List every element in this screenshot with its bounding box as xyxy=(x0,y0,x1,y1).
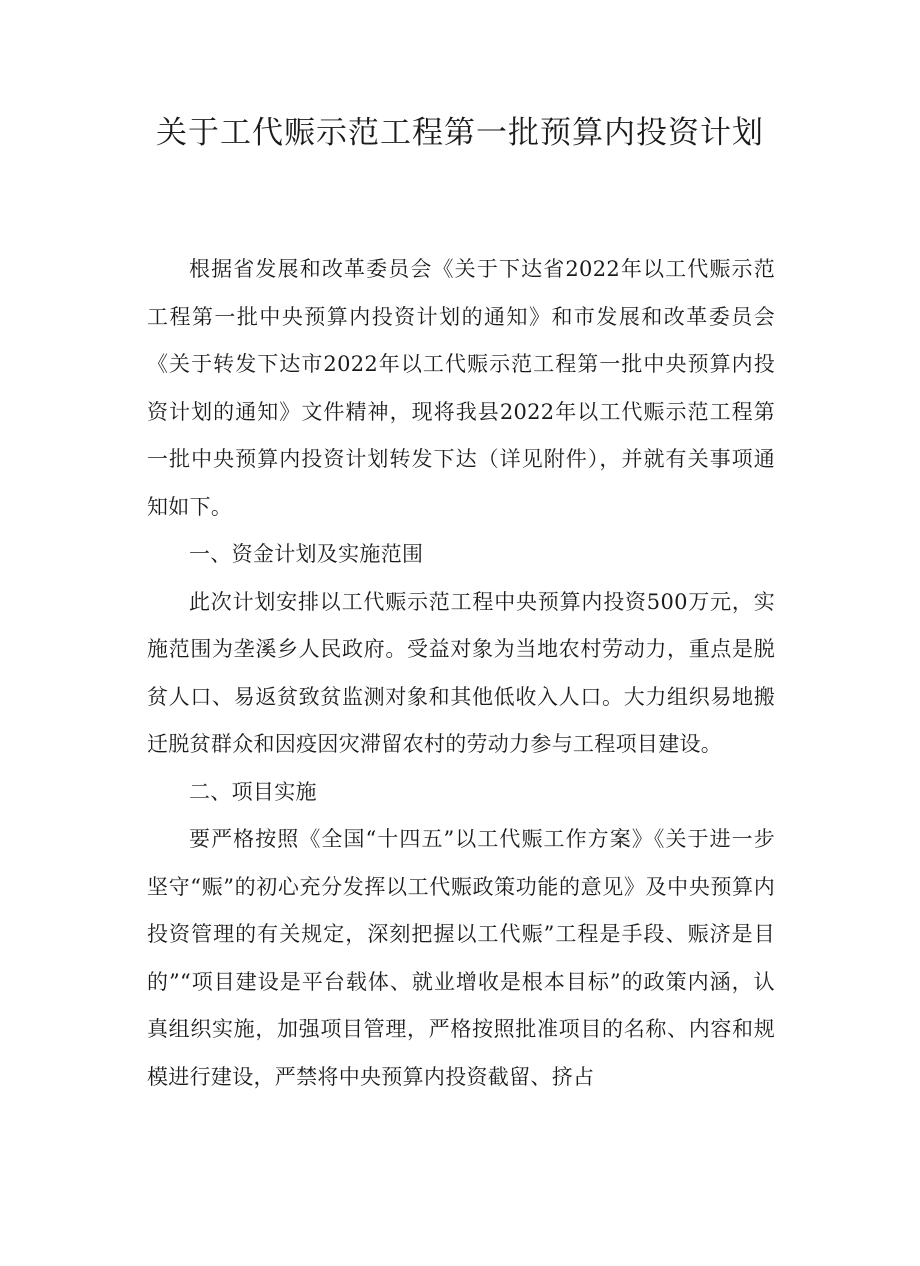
section-heading-funding: 一、资金计划及实施范围 xyxy=(189,542,424,566)
body-paragraph-intro: 根据省发展和改革委员会《关于下达省2022年以工代赈示范工程第一批中央预算内投资计划的通知》和市发展和改革委员会《关于转发下达市2022年以工代赈示范工程第一批中央预算内投资计划的通知》文件精神，现将我县2022年以工代赈示范工程第一批中央预算内投资计划转发下达（详见附件），并就有关事项通知如下。 xyxy=(147,257,775,519)
body-paragraph-funding: 此次计划安排以工代赈示范工程中央预算内投资500万元，实施范围为垄溪乡人民政府。受益对象为当地农村劳动力，重点是脱贫人口、易返贫致贫监测对象和其他低收入人口。大力组织易地搬迁脱贫群众和因疫因灾滞留农村的劳动力参与工程项目建设。 xyxy=(147,589,775,756)
body-paragraph-implementation: 要严格按照《全国“十四五”以工代赈工作方案》《关于进一步坚守“赈”的初心充分发挥以工代赈政策功能的意见》及中央预算内投资管理的有关规定，深刻把握以工代赈”工程是手段、赈济是目的”“项目建设是平台载体、就业增收是根本目标”的政策内涵，认真组织实施，加强项目管理，严格按照批准项目的名称、内容和规模进行建设，严禁将中央预算内投资截留、挤占 xyxy=(147,827,775,1089)
document-title: 关于工代赈示范工程第一批预算内投资计划 xyxy=(156,115,764,151)
section-heading-implementation: 二、项目实施 xyxy=(189,779,317,804)
document-body xyxy=(147,246,775,1101)
